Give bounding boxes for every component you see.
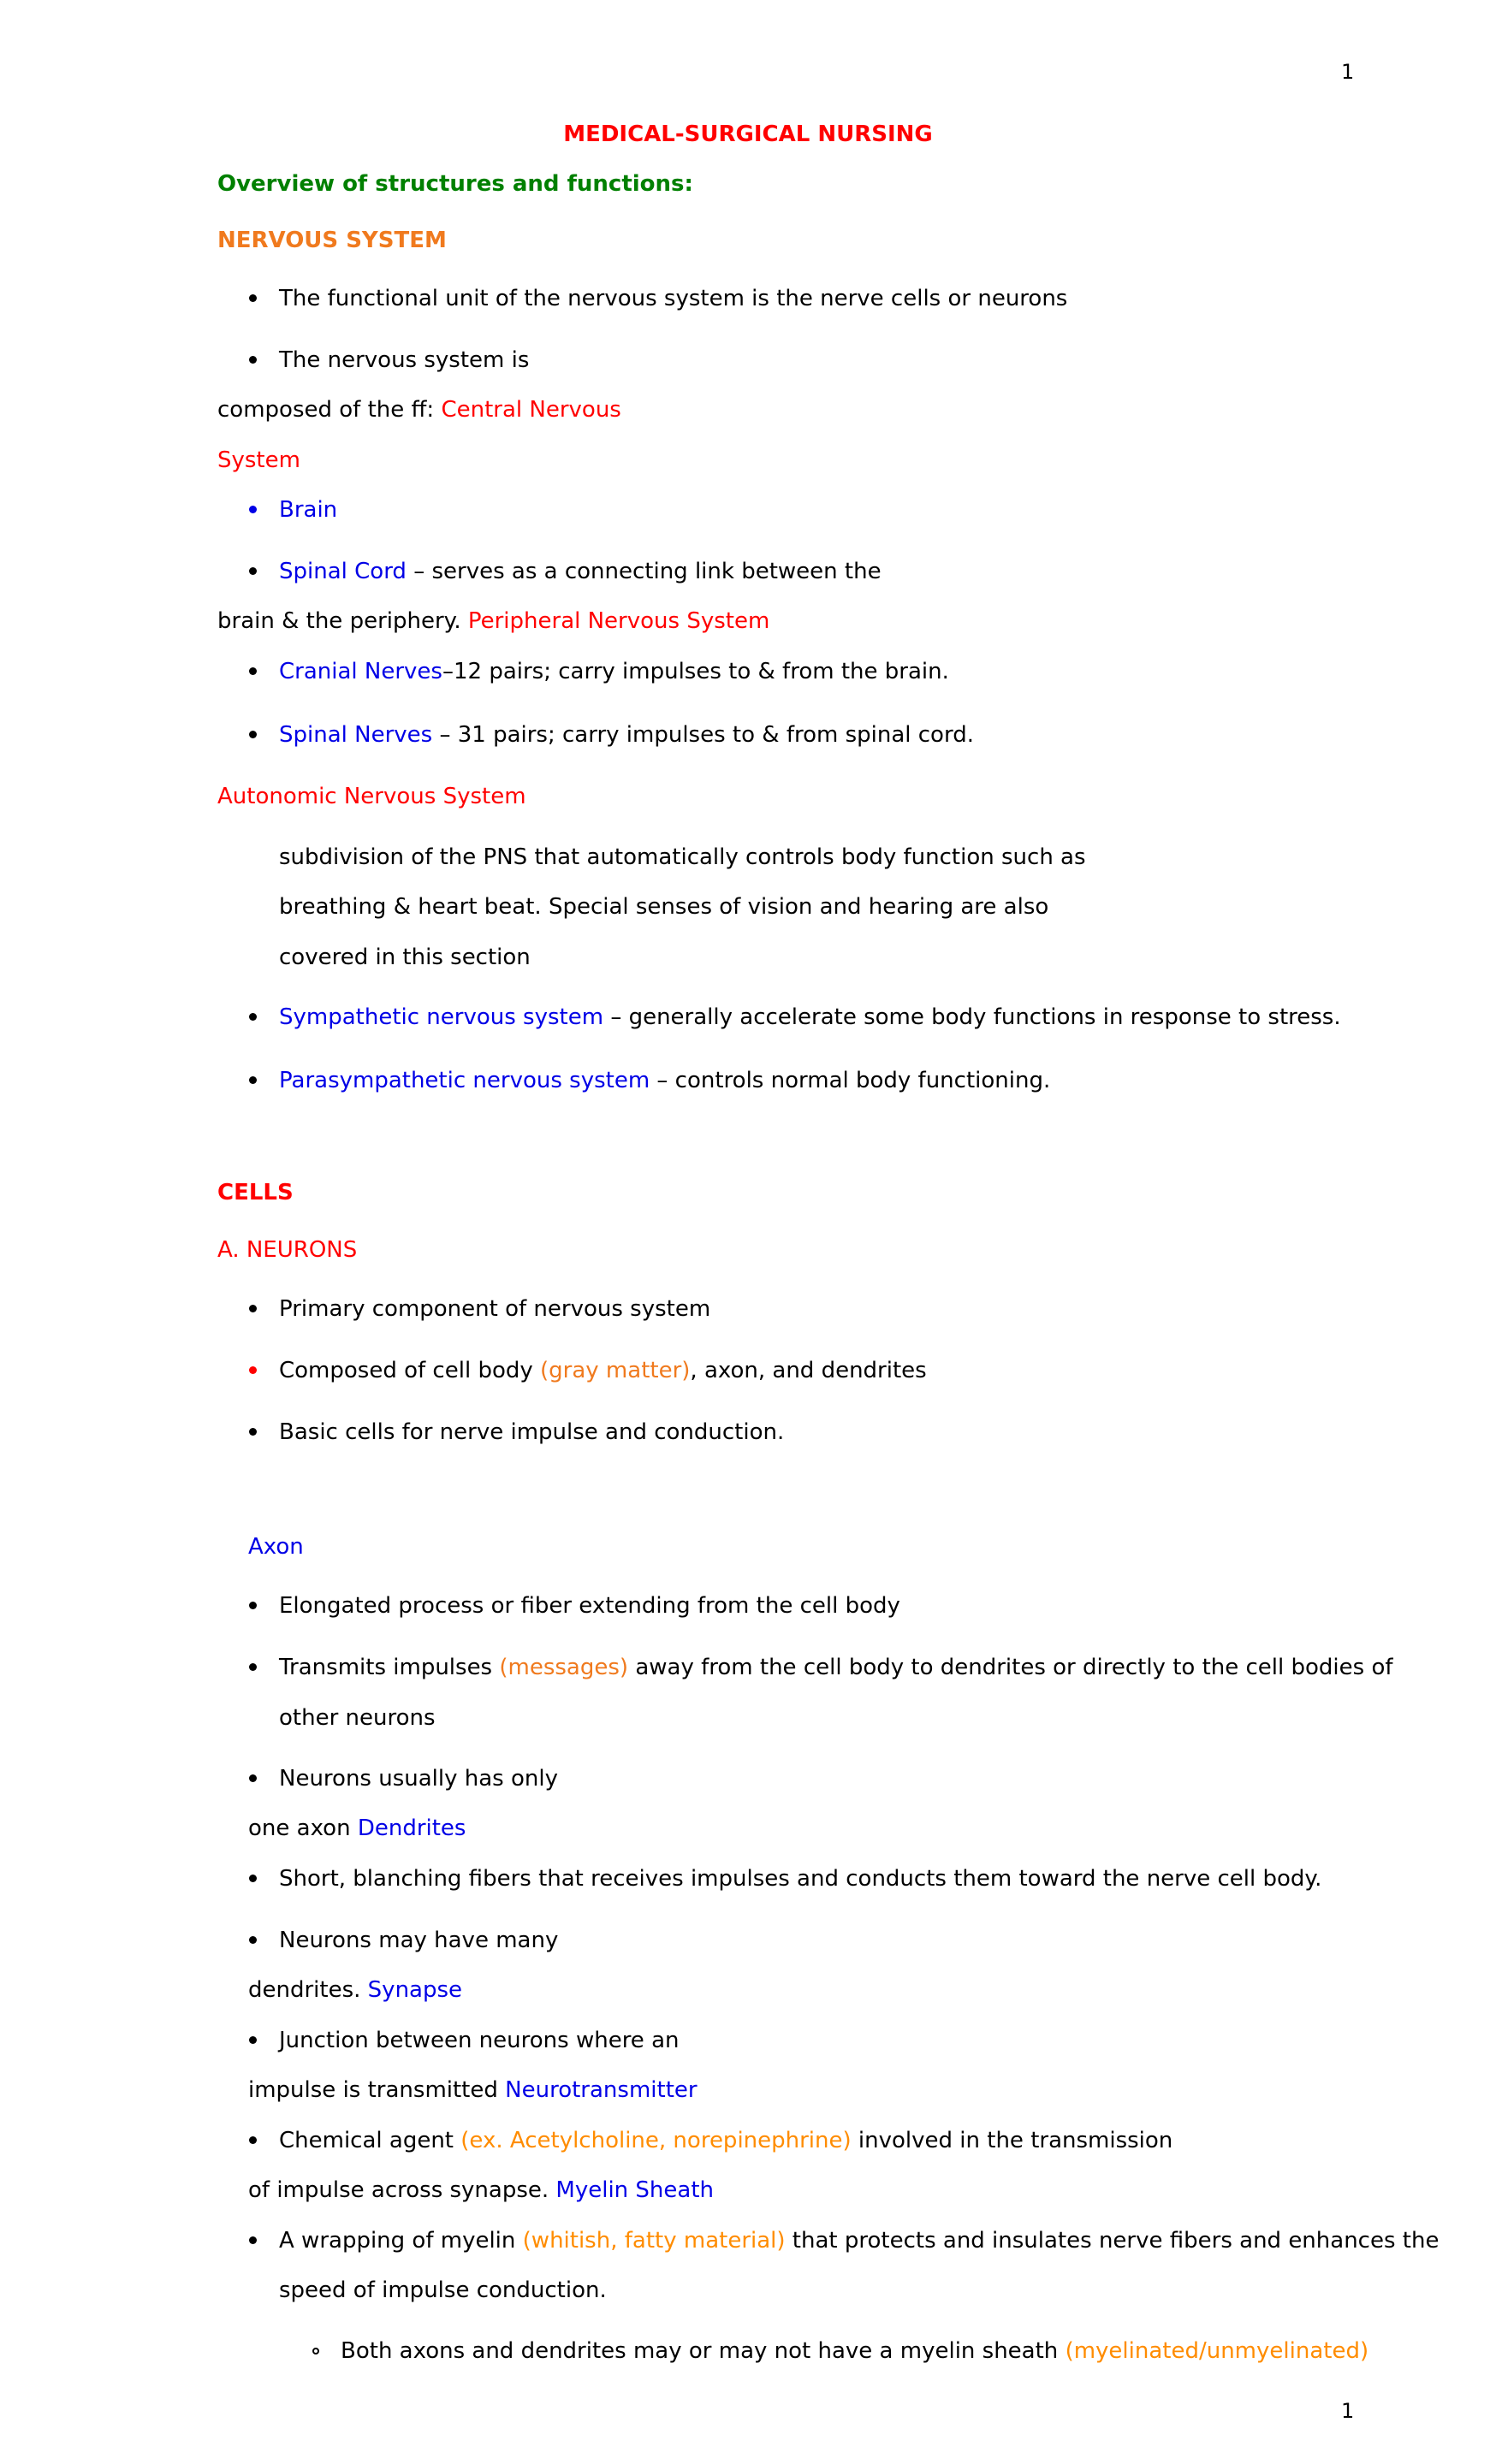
text-line: speed of impulse conduction. — [279, 2277, 607, 2303]
highlight-text: (myelinated/unmyelinated) — [1065, 2338, 1369, 2364]
list-item — [279, 657, 949, 686]
text-run: brain & the periphery. — [217, 608, 461, 634]
highlight-text: (gray matter) — [540, 1358, 691, 1383]
highlight-text: (ex. Acetylcholine, norepinephrine) — [460, 2128, 852, 2153]
bullet-icon — [249, 2036, 257, 2044]
list-item — [279, 720, 974, 749]
bullet-icon — [249, 294, 257, 302]
text-line: covered in this section — [279, 945, 531, 970]
list-item — [341, 2337, 1368, 2366]
text-line: subdivision of the PNS that automatically controls body function such as — [279, 844, 1086, 870]
text-run: impulse is transmitted — [248, 2077, 498, 2103]
list-item — [279, 2226, 1439, 2255]
list-item: The nervous system is — [279, 347, 530, 373]
text-line: breathing & heart beat. Special senses of vision and hearing are also — [279, 894, 1049, 920]
text-run: composed of the ff: — [217, 397, 435, 423]
brain-label: Brain — [279, 497, 338, 523]
bullet-icon — [249, 1663, 257, 1671]
bullet-icon — [249, 567, 257, 575]
synapse-heading: Synapse — [367, 1977, 463, 2003]
list-item — [279, 1003, 1341, 1032]
pns-label: Peripheral Nervous System — [467, 608, 770, 634]
bullet-icon — [249, 2236, 257, 2244]
nervous-system-heading: NERVOUS SYSTEM — [217, 228, 447, 253]
text-run: Both axons and dendrites may or may not have a myelin sheath — [341, 2338, 1059, 2364]
highlight-text: (whitish, fatty material) — [522, 2228, 786, 2254]
text-line: other neurons — [279, 1705, 436, 1731]
cranial-nerves-label: Cranial Nerves — [279, 659, 442, 684]
dendrites-heading: Dendrites — [357, 1815, 466, 1841]
list-item: Junction between neurons where an — [279, 2028, 680, 2053]
text-run: – controls normal body functioning. — [656, 1068, 1051, 1093]
bullet-icon — [249, 731, 257, 738]
axon-heading: Axon — [248, 1534, 304, 1560]
text-line — [217, 607, 769, 636]
text-run: involved in the transmission — [858, 2128, 1173, 2153]
cells-heading: CELLS — [217, 1180, 294, 1205]
spinal-nerves-label: Spinal Nerves — [279, 722, 433, 748]
list-item: Short, blanching fibers that receives impulses and conducts them toward the nerve cell body. — [279, 1866, 1322, 1892]
text-line — [248, 1814, 466, 1843]
sub-bullet-icon — [312, 2348, 319, 2354]
text-run: Chemical agent — [279, 2128, 454, 2153]
text-run: away from the cell body to dendrites or directly to the cell bodies of — [635, 1655, 1393, 1680]
page-number-top: 1 — [1341, 60, 1355, 84]
text-line — [248, 1975, 462, 2005]
cns-label: Central Nervous — [441, 397, 621, 423]
text-run: that protects and insulates nerve fibers and enhances the — [792, 2228, 1440, 2254]
list-item: Neurons usually has only — [279, 1766, 558, 1792]
spinal-cord-label: Spinal Cord — [279, 559, 407, 584]
bullet-icon — [249, 1305, 257, 1312]
text-run: one axon — [248, 1815, 351, 1841]
overview-heading: Overview of structures and functions: — [217, 171, 693, 197]
list-item — [279, 1356, 927, 1385]
list-item — [279, 2126, 1172, 2155]
text-run: – generally accelerate some body functions in response to stress. — [610, 1004, 1341, 1030]
bullet-icon — [249, 1428, 257, 1436]
bullet-icon — [249, 1013, 257, 1021]
bullet-icon — [249, 1936, 257, 1944]
bullet-icon — [249, 667, 257, 675]
text-line — [248, 2076, 698, 2105]
text-run: Composed of cell body — [279, 1358, 533, 1383]
text-run: , axon, and dendrites — [690, 1358, 927, 1383]
neurotransmitter-heading: Neurotransmitter — [505, 2077, 698, 2103]
text-line — [248, 2176, 714, 2205]
highlight-text: (messages) — [499, 1655, 629, 1680]
cns-label-cont: System — [217, 447, 300, 473]
page-number-bottom: 1 — [1341, 2399, 1355, 2423]
bullet-icon — [249, 506, 257, 513]
list-item: The functional unit of the nervous system is the nerve cells or neurons — [279, 286, 1068, 311]
text-run: of impulse across synapse. — [248, 2177, 549, 2203]
text-run: – serves as a connecting link between the — [413, 559, 882, 584]
bullet-icon — [249, 1875, 257, 1882]
bullet-icon — [249, 1366, 257, 1374]
parasympathetic-label: Parasympathetic nervous system — [279, 1068, 650, 1093]
list-item: Basic cells for nerve impulse and conduction. — [279, 1419, 785, 1445]
bullet-icon — [249, 356, 257, 364]
neurons-heading: A. NEURONS — [217, 1237, 358, 1263]
text-run: A wrapping of myelin — [279, 2228, 516, 2254]
list-item: Neurons may have many — [279, 1928, 559, 1953]
bullet-icon — [249, 2136, 257, 2144]
text-run: dendrites. — [248, 1977, 361, 2003]
list-item: Primary component of nervous system — [279, 1296, 711, 1322]
bullet-icon — [249, 1774, 257, 1782]
text-line — [217, 395, 621, 424]
list-item: Elongated process or fiber extending from the cell body — [279, 1593, 900, 1619]
list-item — [279, 557, 882, 586]
list-item — [279, 1066, 1050, 1095]
document-title: MEDICAL-SURGICAL NURSING — [563, 121, 933, 147]
ans-heading: Autonomic Nervous System — [217, 784, 526, 809]
list-item — [279, 1653, 1393, 1682]
bullet-icon — [249, 1602, 257, 1609]
text-run: –12 pairs; carry impulses to & from the brain. — [442, 659, 949, 684]
text-run: – 31 pairs; carry impulses to & from spinal cord. — [439, 722, 974, 748]
myelin-heading: Myelin Sheath — [555, 2177, 715, 2203]
text-run: Transmits impulses — [279, 1655, 493, 1680]
sympathetic-label: Sympathetic nervous system — [279, 1004, 604, 1030]
bullet-icon — [249, 1076, 257, 1084]
